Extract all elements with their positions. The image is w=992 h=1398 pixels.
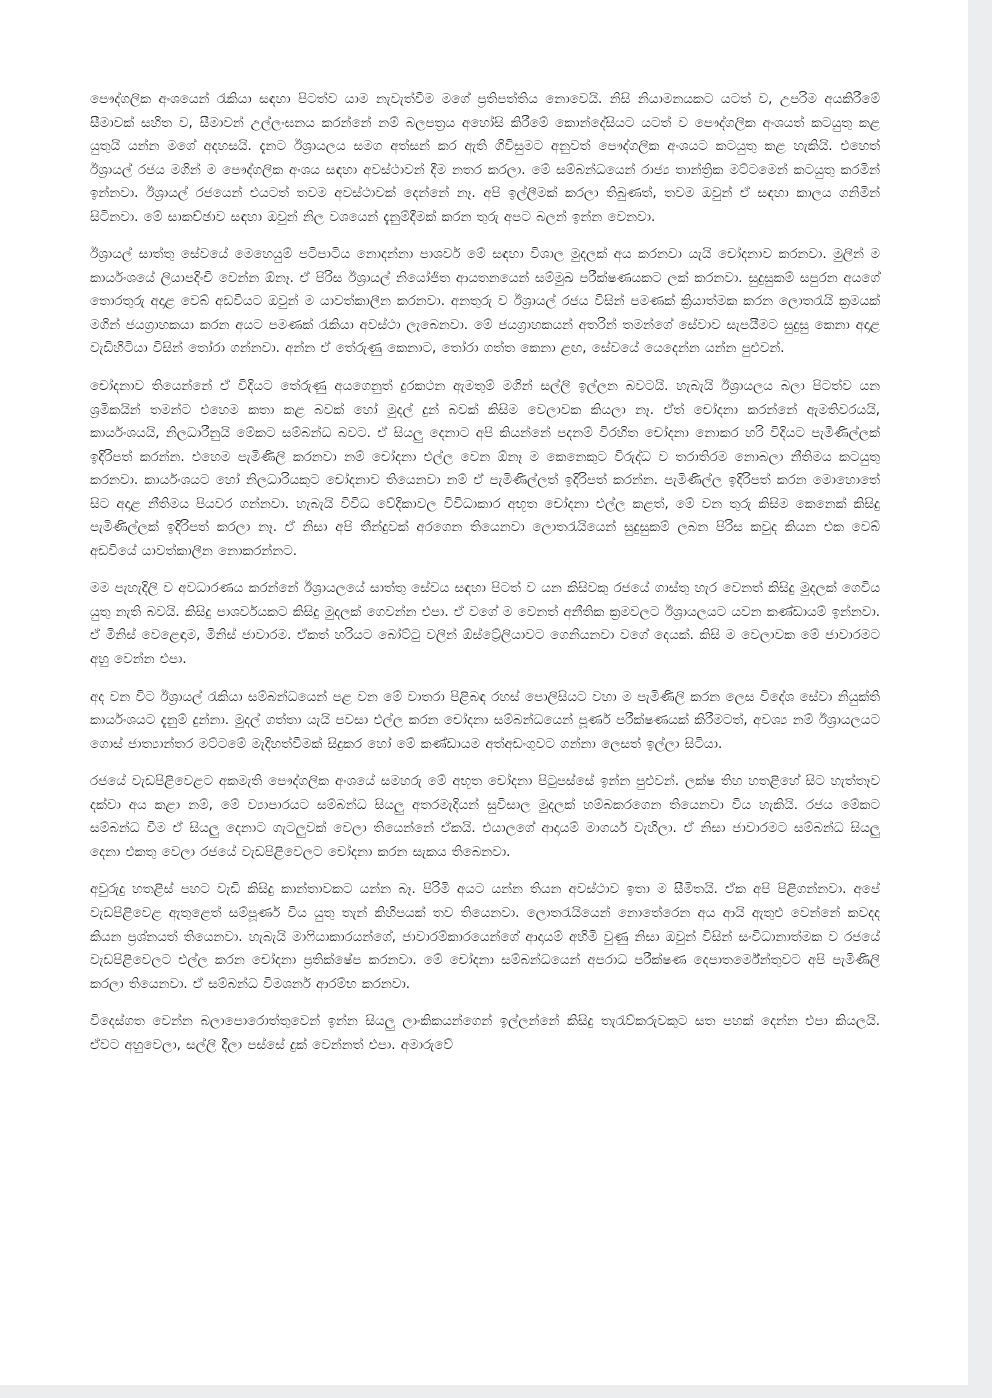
paragraph: ඊශ්‍රායල් සාත්තු සේවයේ මෙහෙයුම් පටිපාටිය නොදන්නා පාශර්ව මේ සඳහා විශාල මුදලක් අය කරනවා යැයි චෝදනාව කරනවා. මුලින් ම කායර්ංශයේ ලියාපදිංචි වෙන්න ඕනෑ. ඒ පිරිස ඊශ්‍රායල් නියෝජිත ආයතනයෙන් සම්මුඛ පරීක්ෂණයකට ලක් කරනවා. සුදුසුකම් සපුරන අයගේ තොරතුරු අදාළ වෙබ් අඩවියට ඔවුන් ම යාවත්කාලීන කරනවා. අනතුරු ව ඊශ්‍රායල් රජය විසින් පමණක් ක්‍රියාත්මක කරන ලොතරැයි ක්‍රමයක් මගින් ජයග්‍රාහකයා කරන අයට පමණක් රැකියා අවස්ථා ලැබෙනවා. මේ ජයග්‍රාහකයන් අතරින් තමන්ගේ සේවාව සැපයීමට සුදුසු කෙනා අදාළ වැඩිහිටියා විසින් තෝරා ගන්නවා. අන්න ඒ තේරුණු කෙනාට, තෝරා ගත්ත කෙනා ළඟ, සේවයේ යෙදෙන්න යන්න පුළුවන්. [90,247,880,357]
paragraph: මම පැහැදිලි ව අවධාරණය කරන්නේ ඊශ්‍රායලයේ සාත්තු සේවය සඳහා පිටත් ව යන කිසිවකු රජයේ ගාස්තු හැර වෙනත් කිසිදු මුදලක් ගෙවිය යුතු නැති බවයි. කිසිදු පාශර්වයකට කිසිදු මුදලක් ගෙවන්න එපා. ඒ වගේ ම වෙනත් අනීතික ක්‍රමවලට ඊශ්‍රායලයට යවන කණ්ඩායම් ඉන්නවා. ඒ මිනිස් වෙළෙඳාම, මිනිස් ජාවාරම. ඒකත් හරියට බෝට්ටු වලින් ඕස්ට්‍රේලියාවට ගෙනියනවා වගේ දෙයක්. කිසි ම වෙලාවක මේ ජාවාරමට අහු වෙන්න එපා. [90,581,880,668]
paragraph: රජයේ වැඩපිළිවෙළට අකමැති පෞද්ගලික අංශයේ සමහරු මේ අභූත චෝදනා පිටුපස්සේ ඉන්න පුළුවන්. ලක්ෂ තිහ හතළිහේ සිට හැත්තෑව දක්වා අය කළා නම්, මේ ව්‍යාපාරයට සම්බන්ධ සියලු අතරමැදියන් සුවිසාල මුදලක් හම්බකරගෙන තියෙනවා විය හැකියි. රජය මේකට සම්බන්ධ වීම ඒ සියලු දෙනාට ගැටලුවක් වෙලා තියෙන්නේ ඒකයි. එයාලගේ ආදායම් මාගර්ය වැහිලා. ඒ නිසා ජාවාරමට සම්බන්ධ සියලු දෙනා එකතු වෙලා රජයේ වැඩපිළිවෙලට චෝදනා කරන සැකය තිබෙනවා. [90,774,880,860]
bottom-gutter [0,1385,968,1398]
paragraph: අවුරුදු හතළිස් පහට වැඩි කිසිදු කාන්තාවකට යන්න බෑ. පිරිමි අයට යන්න තියන අවස්ථාව ඉතා ම සීමිතයි. ඒක අපි පිළිගන්නවා. අපේ වැඩපිළිවෙළ ඇතුළෙත් සම්පූණර් විය යුතු තැන් කිහිපයක් තව තියෙනවා. ලොතරැයියෙන් නොතේරෙන අය ආයි ඇතුළු වෙන්නේ කවදද කියන ප්‍රශ්නයත් තියෙනවා. හැබැයි මාෆියාකාරයන්ගේ, ජාවාරම්කාරයෙන්ගේ ආදායම් අහිමි වුණු නිසා ඔවුන් විසින් සංවිධානාත්මක ව රජයේ වැඩපිළිවෙලට එල්ල කරන චෝදනා ප්‍රතික්ෂේප කරනවා. මේ චෝදනා සම්බන්ධයෙන් අපරාධ පරීක්ෂණ දෙපාතර්මේන්තුවට අපි පැමිණිලි කරලා තියෙනවා. ඒ සම්බන්ධ විමශර්න ආරම්භ කරනවා. [90,882,880,992]
paragraph: අද වන විට ඊශ්‍රායල් රැකියා සම්බන්ධයෙන් පළ වන මේ වාතරා පිළිබඳ රහස් පොලිසියට වහා ම පැමිණිලි කරන ලෙස විදේශ සේවා නියුක්ති කායර්ංශයට දැනුම් දුන්නා. මුදල් ගත්තා යැයි පවසා එල්ල කරන චෝදනා සම්බන්ධයෙන් පූණර් පරීක්ෂණයක් කිරීමටත්, අවශ්‍ය නම් ඊශ්‍රායලයට ගොස් ජාත්‍යාන්තර මට්ටමේ මැදිහත්වීමක් සිදුකර හෝ මේ කණ්ඩායම අත්අඩංගුවට ගන්නා ලෙසත් ඉල්ලා සිටියා. [90,689,880,752]
scroll-gutter [968,0,992,1398]
paragraph: චෝදනාව තියෙන්නේ ඒ විදියට තේරුණු අයගෙනුත් දුරකථන ඇමතුම් මගින් සල්ලි ඉල්ලන බවටයි. හැබැයි ඊශ්‍රායලය බලා පිටත්ව යන ශ්‍රමිකයින් තමන්ට එහෙම කතා කළ බවක් හෝ මුදල් දුන් බවක් කිසිම වෙලාවක කියලා නෑ. ඒත් චෝදනා කරන්නේ ඇමතිවරයයි, කායර්ංශයයි, නිලධාරීනුයි මේකට සම්බන්ධ බවට. ඒ සියලු දෙනාට අපි කියන්නේ පදනම් විරහිත චෝදනා නොකර හරි විදියට පැමිණිල්ලක් ඉදිරිපත් කරන්න. එහෙම පැමිණිලි කරනවා නම් චෝදනා එල්ල වෙන ඕනෑ ම කෙනෙකුට විරුද්ධ ව තරාතිරම නොබලා නීතිමය කටයුතු කරනවා. කායර්ංශයට හෝ නිලධාරියකුට චෝදනාව තියෙනවා නම් ඒ පැමිණිල්ලත් ඉදිරිපත් කරන්න. පැමිණිල්ල ඉදිරිපත් කරන මොහොතේ සිට අදාළ නීතිමය පියවර ගන්නවා. හැබැයි විවිධ වේදිකාවල විවිධාකාර අභූත චෝදනා එල්ල කළත්, මේ වන තුරු කිසිම කෙනෙක් කිසිදු පැමිණිල්ලක් ඉදිරිපත් කරලා නෑ. ඒ නිසා අපි තීන්දුවක් අරගෙන තියෙනවා ලොතරැයියෙන් සුදුසුකම් ලබන පිරිස කවුද කියන එක වෙබ් අඩවියේ යාවත්කාලීන නොකරන්නට. [90,379,880,559]
document-body [90,88,880,1071]
paragraph: විදෙස්ගත වෙන්න බලාපොරොත්තුවෙන් ඉන්න සියලු ලාංකිකයන්ගෙන් ඉල්ලන්නේ කිසිදු තැරැව්කරුවකුට සත පහක් දෙන්න එපා කියලයි. ඒවට අහුවෙලා, සල්ලි දීලා පස්සේ දුක් වෙන්නත් එපා. අමාරුවේ [90,1014,880,1053]
paragraph: පෞද්ගලික අංශයෙන් රැකියා සඳහා පිටත්ව යාම නැවැත්වීම මගේ ප්‍රතිපත්තිය නොවෙයි. නිසි නියාමනයකට යටත් ව, උපරිම අයකිරීමේ සීමාවක් සහිත ව, සීමාවන් උල්ලංඝනය කරන්නේ නම් බලපත්‍රය අහෝසි කිරීමේ කොන්දේසියට යටත් ව පෞද්ගලික අංශයත් කටයුතු කළ යුතුයි යන්න මගේ අදහසයි. දැනට ඊශ්‍රායලය සමග අත්සන් කර ඇති ගිවිසුමට අනුවත් පෞද්ගලික අංශයට කටයුතු කළ හැකියි. එහෙත් ඊශ්‍රායල් රජය මගින් ම පෞද්ගලික අංශය සඳහා අවස්ථාවන් දීම නතර කරලා. මේ සම්බන්ධයෙන් රාජ්‍ය තාන්ත්‍රික මට්ටමෙන් කටයුතු කරමින් ඉන්නවා. ඊශ්‍රායල් රජයෙන් එයටත් තවම අවස්ථාවක් දෙන්නේ නෑ. අපි ඉල්ලීමක් කරලා තිබුණත්, තවම ඔවුන් ඒ සඳහා කාලය ගනිමින් සිටිනවා. මේ සාකච්ඡාව සඳහා ඔවුන් නිල වශයෙන් දැනුම්දීමක් කරන තුරු අපට බලන් ඉන්න වෙනවා. [90,92,880,225]
